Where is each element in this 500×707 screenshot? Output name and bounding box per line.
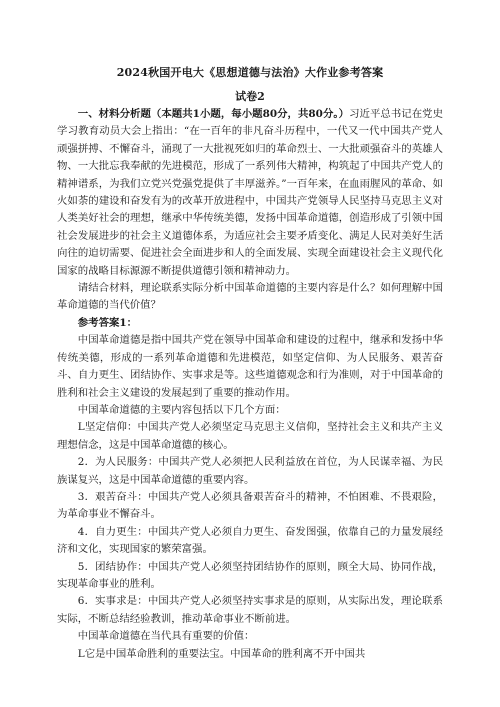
answer-paragraph: 中国革命道德是指中国共产党在领导中国革命和建设的过程中，继承和发扬中华传统美德，形成的一系列革命道德和先进模范，如坚定信仰、为人民服务、艰苦奋斗、自力更生、团结协作、实事求是等。这些道德观念和行为准则，对于中国革命的胜利和社会主义建设的发展起到了重要的推动作用。 (57, 334, 443, 399)
answer-paragraph: 中国革命道德在当代具有重要的价值： (77, 630, 255, 643)
question-text: 请结合材料，理论联系实际分析中国革命道德的主要内容是什么？如何理解中国革命道德的当代价值？ (57, 282, 443, 312)
material-text: 习近平总书记在党史学习教育动员大会上指出：“在一百年的非凡奋斗历程中，一代又一代中国共产党人顽强拼搏、不懈奋斗，涌现了一大批视死如归的革命烈士、一大批顽强奋斗的英雄人物、一大批忘我奉献的先进模范，形成了一系列伟大精神，构筑起了中国共产党人的精神谱系，为我们立党兴党强党提供了丰厚滋养。”一百年来，在血雨腥风的革命、如火如荼的建设和奋发有为的改革开放进程中，中国共产党领导人民坚持马克思主义对人类美好社会的理想，继承中华传统美德，发扬中国革命道德，创造形成了引领中国社会发展进步的社会主义道德体系，为适应社会主要矛盾变化、满足人民对美好生活向往的迫切需要、促进社会全面进步和人的全面发展、实现全面建设社会主义现代化国家的战略目标源源不断提供道德引领和精神动力。 (57, 108, 444, 277)
answer-paragraph: 3．艰苦奋斗：中国共产党人必须具备艰苦奋斗的精神，不怕困难、不畏艰险，为革命事业不懈奋斗。 (57, 490, 443, 521)
answer-label: 参考答案1： (77, 316, 137, 329)
answer-paragraph: 6．实事求是：中国共产党人必须坚持实事求是的原则，从实际出发，理论联系实际，不断总结经验教训，推动革命事业不断前进。 (57, 595, 443, 625)
paper-number: 试卷2 (235, 90, 265, 103)
answer-paragraph: 中国革命道德的主要内容包括以下几个方面： (77, 403, 286, 416)
answer-paragraph: L坚定信仰：中国共产党人必须坚定马克思主义信仰，坚持社会主义和共产主义理想信念，这是中国革命道德的核心。 (57, 421, 443, 451)
material-paragraph (57, 106, 443, 280)
answer-paragraph: L它是中国革命胜利的重要法宝。中国革命的胜利离不开中国共 (77, 647, 366, 660)
answer-paragraph: 5．团结协作：中国共产党人必须坚持团结协作的原则，顾全大局、协同作战，实现革命事业的胜利。 (57, 560, 443, 590)
answer-paragraph: 2．为人民服务：中国共产党人必须把人民利益放在首位，为人民谋幸福、为民族谋复兴，这是中国革命道德的重要内容。 (57, 456, 443, 486)
question-heading: 一、材料分析题（本题共1小题，每小题80分，共80分。） (77, 108, 350, 120)
answer-paragraph: 4．自力更生：中国共产党人必须自力更生、奋发图强，依靠自己的力量发展经济和文化，实现国家的繁荣富强。 (57, 525, 443, 556)
document-title: 2024秋国开电大《思想道德与法治》大作业参考答案 (116, 66, 384, 79)
